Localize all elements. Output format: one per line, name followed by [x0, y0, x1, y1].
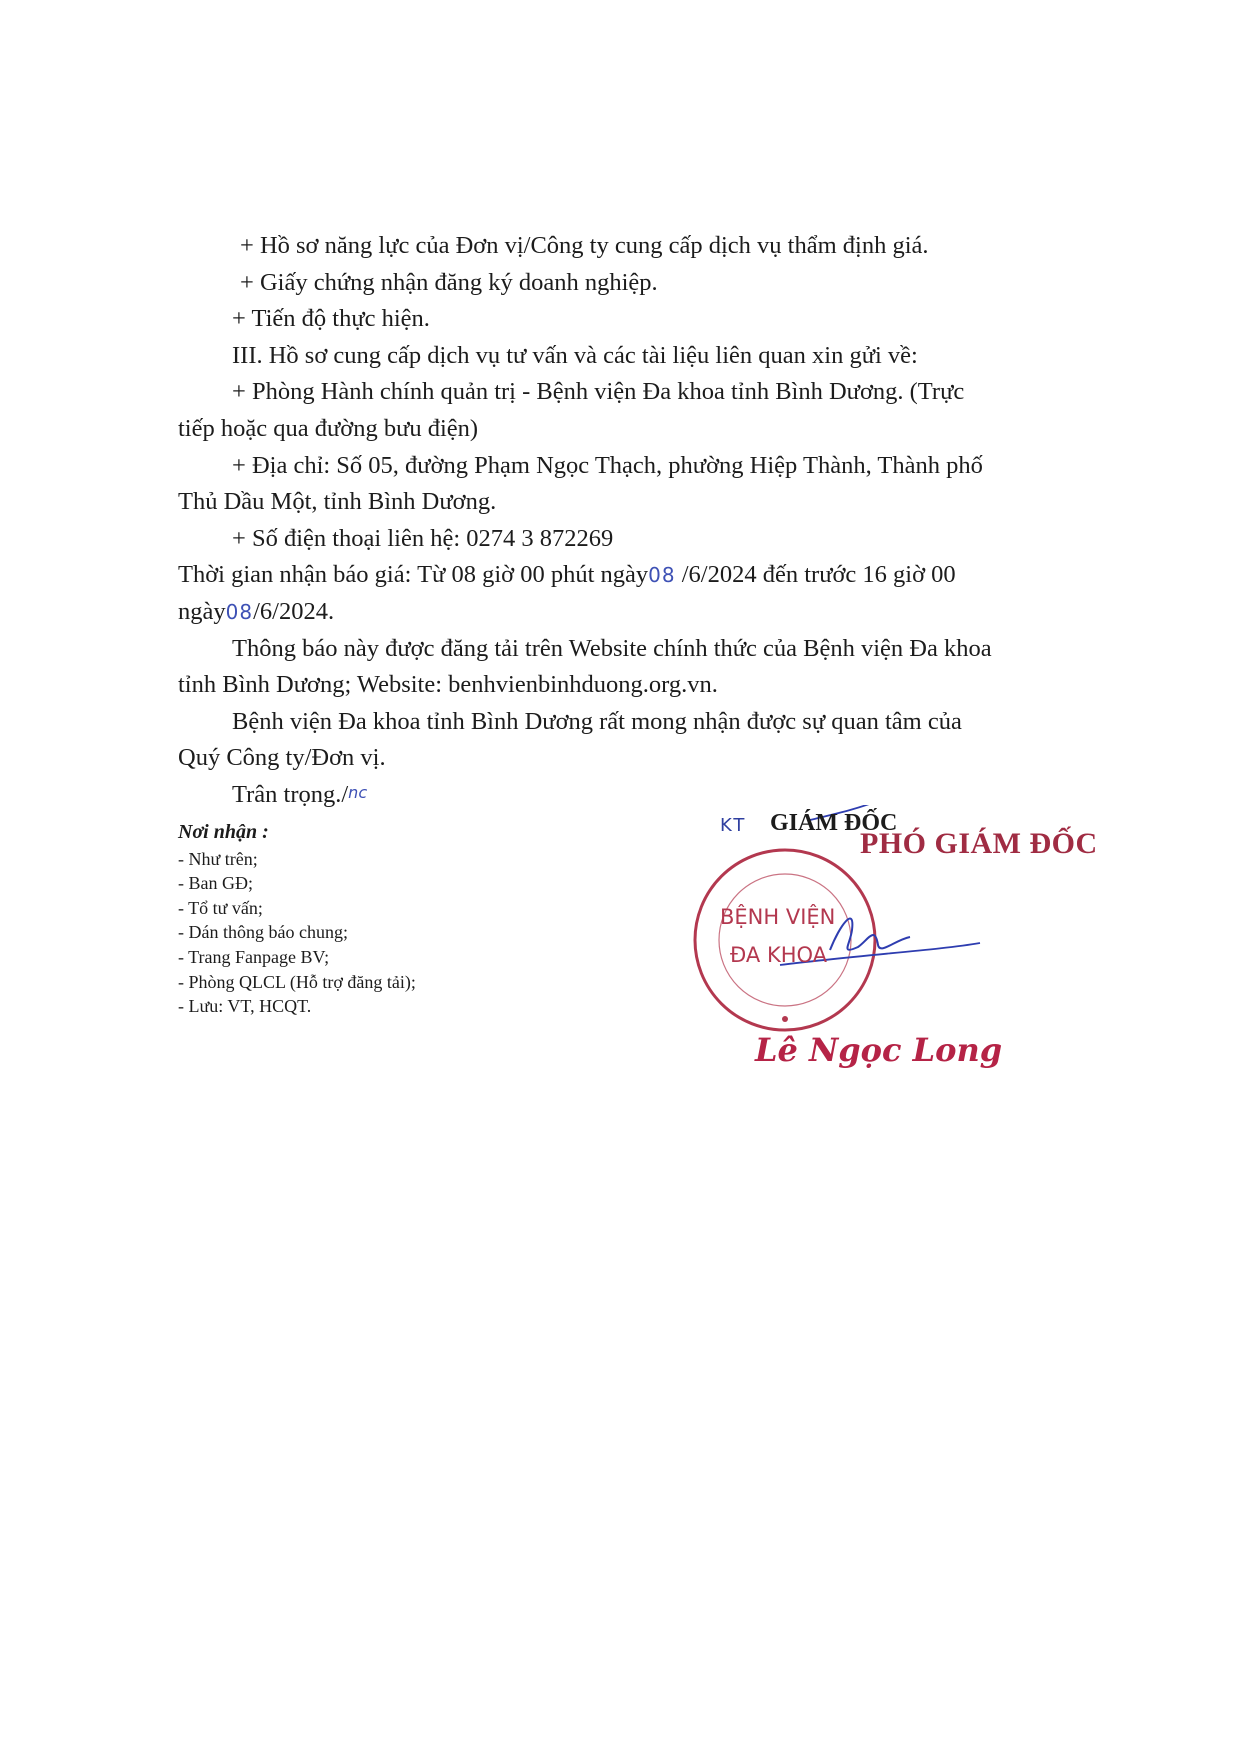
body-line: III. Hồ sơ cung cấp dịch vụ tư vấn và các tài liệu liên quan xin gửi về: — [232, 341, 918, 369]
body-line: Bệnh viện Đa khoa tỉnh Bình Dương rất mong nhận được sự quan tâm của — [232, 707, 962, 735]
deputy-director-title: PHÓ GIÁM ĐỐC — [860, 827, 1098, 860]
body-line: Thủ Dầu Một, tỉnh Bình Dương. — [178, 488, 497, 516]
handwritten-initial: nc — [348, 782, 368, 802]
body-text-fragment: /6/2024. — [253, 597, 335, 625]
recipient-item: - Trang Fanpage BV; — [178, 946, 330, 967]
body-line: Thông báo này được đăng tải trên Website chính thức của Bệnh viện Đa khoa — [232, 634, 992, 662]
body-line: + Số điện thoại liên hệ: 0274 3 872269 — [232, 524, 614, 552]
body-text-fragment: /6/2024 đến trước 16 giờ 00 — [681, 561, 956, 589]
body-line: + Hồ sơ năng lực của Đơn vị/Công ty cung cấp dịch vụ thẩm định giá. — [240, 232, 929, 259]
signature-block — [680, 805, 1100, 1095]
body-line: + Giấy chứng nhận đăng ký doanh nghiệp. — [240, 268, 658, 296]
recipient-item: - Dán thông báo chung; — [178, 922, 348, 943]
body-line: tỉnh Bình Dương; Website: benhvienbinhduong.org.vn. — [178, 671, 718, 699]
body-text-fragment: Thời gian nhận báo giá: Từ 08 giờ 00 phút ngày — [178, 561, 649, 589]
receipt-time-line — [178, 557, 1078, 594]
director-title: GIÁM ĐỐC — [770, 810, 898, 836]
body-text-fragment: ngày — [178, 597, 226, 625]
body-line: + Phòng Hành chính quản trị - Bệnh viện Đa khoa tỉnh Bình Dương. (Trực — [232, 378, 965, 406]
receipt-time-line-2 — [178, 594, 1078, 631]
document-body — [178, 228, 1078, 814]
kt-label: KT — [720, 815, 748, 836]
handwritten-date: 08 — [648, 563, 676, 588]
closing-text: Trân trọng./ — [232, 780, 349, 808]
signer-name: Lê Ngọc Long — [755, 1031, 1003, 1069]
recipient-item: - Như trên; — [178, 848, 258, 869]
stamp-text: ĐA KHOA — [730, 943, 828, 967]
body-line: Quý Công ty/Đơn vị. — [178, 744, 386, 772]
body-line: tiếp hoặc qua đường bưu điện) — [178, 414, 479, 442]
body-line: + Tiến độ thực hiện. — [232, 305, 430, 333]
handwritten-date: 08 — [225, 599, 254, 624]
recipients-block — [178, 820, 416, 1019]
recipient-item: - Ban GĐ; — [178, 873, 253, 894]
stamp-text: BỆNH VIỆN — [720, 905, 836, 929]
recipients-title: Nơi nhận : — [178, 821, 269, 843]
recipient-item: - Tổ tư vấn; — [178, 897, 263, 918]
body-line: + Địa chỉ: Số 05, đường Phạm Ngọc Thạch, phường Hiệp Thành, Thành phố — [232, 451, 983, 479]
recipient-item: - Lưu: VT, HCQT. — [178, 996, 312, 1017]
recipient-item: - Phòng QLCL (Hỗ trợ đăng tải); — [178, 971, 416, 992]
